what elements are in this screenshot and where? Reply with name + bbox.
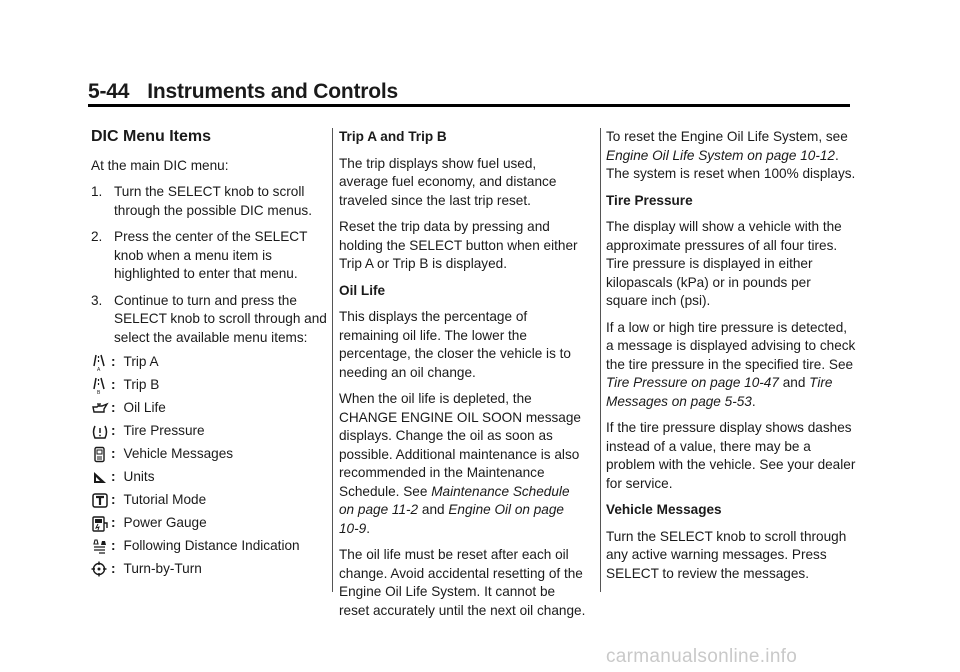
paragraph: The trip displays show fuel used, average fuel economy, and distance traveled since the last trip reset. — [339, 155, 557, 208]
subheading-oil-life: Oil Life — [339, 282, 386, 298]
menu-item-turn-by-turn — [91, 558, 329, 581]
paragraph-text: If a low or high tire pressure is detected, a message is displayed advising to check the tire pressure in the specified tire. See — [606, 319, 856, 372]
menu-item-tutorial-mode — [91, 489, 329, 512]
menu-item-label: Trip A — [123, 354, 159, 370]
menu-item-colon: : — [111, 423, 116, 439]
menu-item-following-distance — [91, 535, 329, 558]
list-item — [91, 292, 329, 348]
turn-by-turn-icon — [91, 561, 109, 579]
subheading-trip: Trip A and Trip B — [339, 129, 447, 144]
paragraph-text: and — [778, 375, 810, 390]
menu-item-colon: : — [111, 446, 116, 462]
menu-item-colon: : — [111, 469, 116, 485]
cross-reference-link[interactable]: Engine Oil on page 10-9 — [339, 502, 564, 536]
menu-item-label: Following Distance Indication — [123, 538, 300, 554]
menu-item-label: Tutorial Mode — [123, 492, 207, 508]
step-text: Press the center of the SELECT knob when a menu item is highlighted to enter that menu. — [114, 229, 308, 281]
menu-item-colon: : — [111, 492, 116, 508]
paragraph — [339, 390, 587, 538]
cross-reference-link[interactable]: Maintenance Schedule on page 11-2 — [339, 483, 570, 517]
units-ruler-icon — [91, 469, 109, 487]
power-gauge-icon — [91, 515, 109, 533]
menu-item-label: Vehicle Messages — [123, 446, 234, 462]
paragraph: If the tire pressure display shows dashes instead of a value, there may be a problem with the vehicle. See your dealer for service. — [606, 420, 856, 491]
subheading-tire-pressure: Tire Pressure — [606, 192, 693, 208]
step-number: 1. — [91, 184, 103, 199]
menu-item-colon: : — [111, 377, 116, 393]
menu-item-tire-pressure — [91, 420, 329, 443]
cross-reference-link[interactable]: Tire Pressure on page 10-47 — [606, 375, 779, 390]
paragraph — [606, 128, 856, 184]
intro-text: At the main DIC menu: — [91, 157, 229, 173]
menu-item-label: Trip B — [123, 377, 160, 393]
trip-a-icon — [91, 354, 109, 372]
paragraph: Turn the SELECT knob to scroll through any active warning messages. Press SELECT to review the messages. — [606, 528, 847, 581]
tutorial-t-icon — [91, 492, 109, 510]
menu-item-label: Tire Pressure — [123, 423, 205, 439]
menu-item-label: Oil Life — [123, 400, 166, 416]
page-number: 5-44 — [88, 80, 130, 103]
paragraph-text: When the oil life is depleted, the CHANGE ENGINE OIL SOON message displays. Change the oil as soon as possible. Additional maintenance is also recommended in the Maintenance Schedule. See — [339, 391, 581, 499]
paragraph-text: . — [366, 520, 370, 536]
list-item — [91, 228, 329, 284]
menu-item-colon: : — [111, 538, 116, 554]
watermark: carmanualsonline.info — [606, 646, 798, 667]
column-1 — [91, 128, 329, 581]
paragraph-text: . — [751, 393, 756, 409]
menu-item-colon: : — [111, 561, 116, 577]
subheading-vehicle-messages: Vehicle Messages — [606, 502, 722, 517]
list-item — [91, 183, 329, 220]
menu-item-oil-life — [91, 397, 329, 420]
paragraph: The display will show a vehicle with the approximate pressures of all four tires. Tire pressure is displayed in either kilopascals (kPa) or in pounds per square inch (psi). — [606, 219, 842, 308]
paragraph: The oil life must be reset after each oil change. Avoid accidental resetting of the Engine Oil Life System. It cannot be reset accurately until the next oil change. — [339, 547, 586, 618]
column-divider — [600, 128, 601, 592]
tire-icon — [91, 423, 109, 441]
paragraph: Reset the trip data by pressing and holding the SELECT button when either Trip A or Trip B is displayed. — [339, 219, 578, 271]
step-number: 3. — [91, 292, 103, 308]
cross-reference-link[interactable]: Engine Oil Life System on page 10-12 — [606, 147, 835, 163]
step-number: 2. — [91, 229, 103, 244]
svg-text:B: B — [97, 389, 101, 395]
step-text: Turn the SELECT knob to scroll through the possible DIC menus. — [114, 184, 312, 218]
column-divider — [332, 128, 333, 592]
menu-item-label: Units — [123, 469, 155, 485]
paragraph: This displays the percentage of remaining oil life. The lower the percentage, the closer the vehicle is to needing an oil change. — [339, 309, 571, 380]
following-distance-icon — [91, 538, 109, 556]
column-3 — [606, 128, 856, 591]
paragraph-text: To reset the Engine Oil Life System, see — [606, 129, 848, 144]
menu-item-units — [91, 466, 329, 489]
cross-reference-link[interactable]: Tire Messages on page 5-53 — [606, 375, 833, 409]
menu-item-label: Power Gauge — [123, 515, 207, 531]
step-text: Continue to turn and press the SELECT knob to scroll through and select the available menu items: — [114, 292, 327, 345]
menu-item-colon: : — [111, 400, 116, 416]
page-title: Instruments and Controls — [147, 80, 398, 103]
menu-item-power-gauge — [91, 512, 329, 535]
header-rule — [88, 104, 850, 107]
paragraph-text: and — [418, 502, 449, 517]
paragraph — [606, 319, 856, 412]
oil-can-icon — [91, 400, 109, 418]
paragraph-text: . The system is reset when 100% displays. — [606, 147, 856, 181]
section-title: DIC Menu Items — [91, 128, 212, 145]
page-header — [88, 80, 398, 104]
column-2 — [339, 128, 587, 628]
svg-text:A: A — [97, 366, 101, 372]
menu-item-colon: : — [111, 354, 116, 370]
vehicle-messages-icon — [91, 446, 109, 464]
menu-item-colon: : — [111, 515, 116, 531]
menu-item-label: Turn-by-Turn — [123, 561, 202, 577]
menu-item-trip-a — [91, 351, 329, 374]
menu-item-vehicle-messages — [91, 443, 329, 466]
menu-item-trip-b — [91, 374, 329, 397]
trip-b-icon — [91, 377, 109, 395]
